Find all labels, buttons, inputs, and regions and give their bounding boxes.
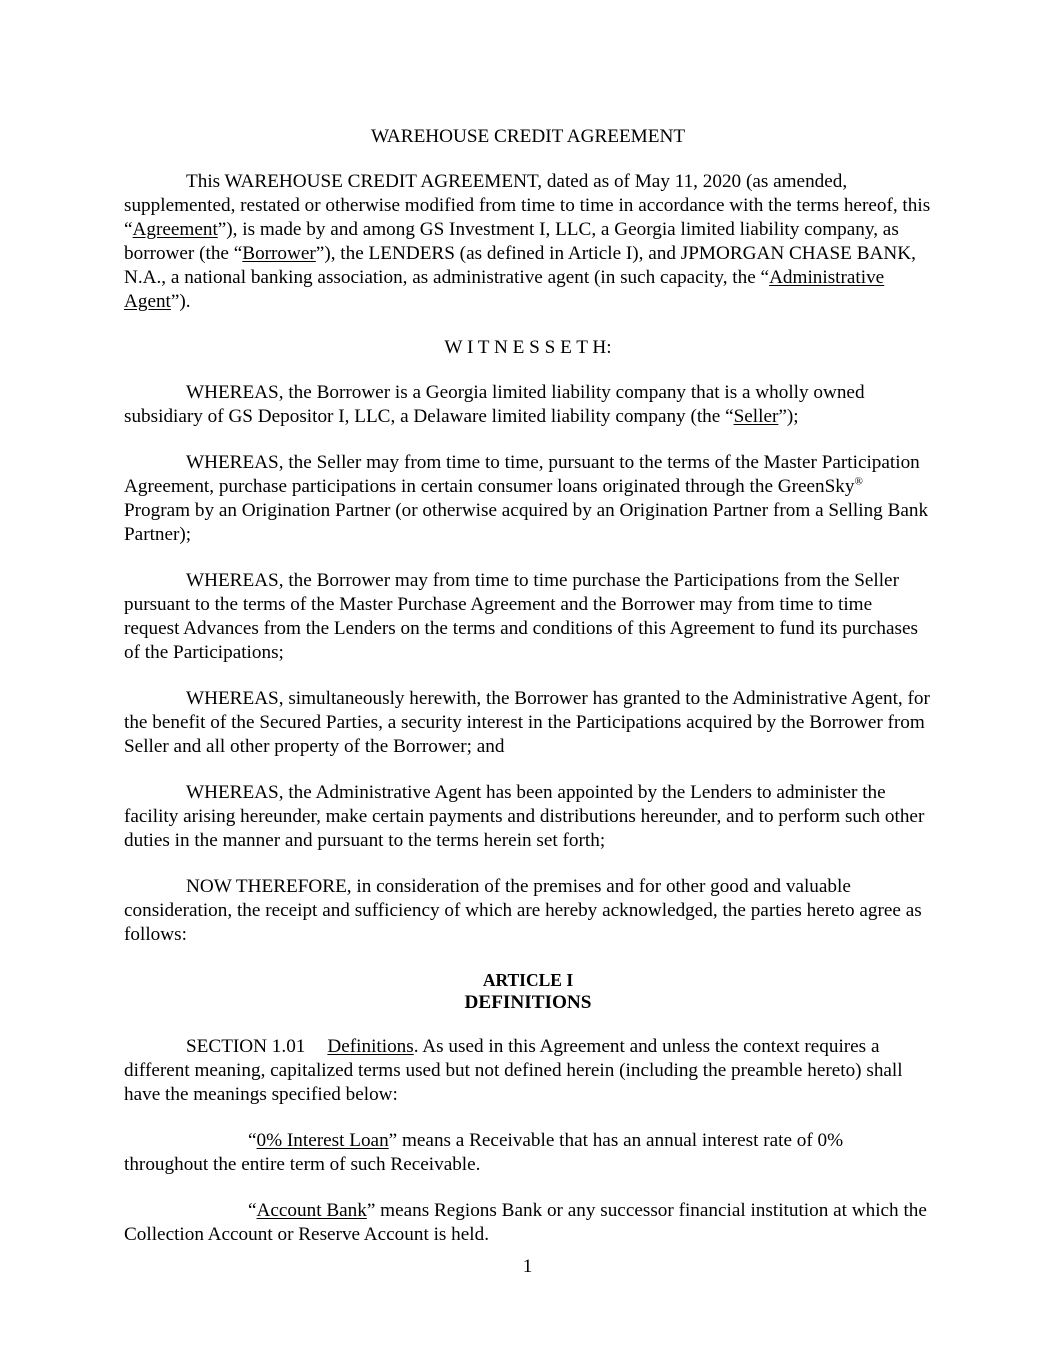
- section-text: . As used in this Agreement and unless the context requires a different meaning, capitalized terms used but not defined herein (including the preamble hereto) shall have the meanings specified below:: [124, 1036, 903, 1105]
- defined-term-account-bank: Account Bank: [256, 1200, 367, 1221]
- definition-open-quote: “: [248, 1200, 257, 1221]
- article-number: ARTICLE I: [482, 970, 574, 990]
- definition-open-quote: “: [248, 1130, 257, 1151]
- preamble-text-2: ”), is made by and among GS Investment I, LLC, a Georgia limited liability company, as borrower (the “: [124, 219, 899, 264]
- witnesseth-heading: W I T N E S S E T H:: [444, 337, 612, 358]
- recital-2: [124, 451, 932, 547]
- preamble-paragraph: [124, 170, 932, 314]
- definition-text: ” means a Receivable that has an annual interest rate of 0% throughout the entire term of such Receivable.: [124, 1130, 844, 1175]
- definition-account-bank: [124, 1199, 932, 1247]
- definition-0-interest-loan: [124, 1129, 932, 1177]
- defined-term-borrower: Borrower: [242, 243, 316, 264]
- now-therefore-paragraph: NOW THEREFORE, in consideration of the premises and for other good and valuable consideration, the receipt and sufficiency of which are hereby acknowledged, the parties hereto agree as follows:: [124, 876, 922, 945]
- registered-mark: ®: [854, 475, 863, 488]
- section-heading: Definitions: [327, 1036, 414, 1057]
- preamble-text-4: ”).: [170, 291, 191, 312]
- article-heading: [124, 969, 932, 1015]
- preamble-text-1: This WAREHOUSE CREDIT AGREEMENT, dated as of May 11, 2020 (as amended, supplemented, restated or otherwise modified from time to time in accordance with the terms hereof, this “: [124, 171, 931, 240]
- article-title: DEFINITIONS: [464, 992, 592, 1013]
- recital-1-text-1: WHEREAS, the Borrower is a Georgia limited liability company that is a wholly owned subsidiary of GS Depositor I, LLC, a Delaware limited liability company (the “: [124, 382, 865, 427]
- preamble-text-3: ”), the LENDERS (as defined in Article I), and JPMORGAN CHASE BANK, N.A., a national banking association, as administrative agent (in such capacity, the “: [124, 243, 916, 288]
- defined-term-0-interest-loan: 0% Interest Loan: [256, 1130, 389, 1151]
- recital-2-text-1: WHEREAS, the Seller may from time to time, pursuant to the terms of the Master Participation Agreement, purchase participations in certain consumer loans originated through the GreenSky: [124, 452, 920, 497]
- section-number: SECTION 1.01: [186, 1036, 306, 1057]
- recital-4: WHEREAS, simultaneously herewith, the Borrower has granted to the Administrative Agent, for the benefit of the Secured Parties, a security interest in the Participations acquired by the Borrower from Seller and all other property of the Borrower; and: [124, 688, 930, 757]
- defined-term-administrative-agent: Administrative Agent: [124, 267, 885, 312]
- document-title: WAREHOUSE CREDIT AGREEMENT: [370, 126, 686, 147]
- page-number: 1: [522, 1256, 533, 1277]
- recital-1: [124, 381, 932, 429]
- recital-5: WHEREAS, the Administrative Agent has been appointed by the Lenders to administer the facility arising hereunder, make certain payments and distributions hereunder, and to perform such other duties in the manner and pursuant to the terms herein set forth;: [124, 782, 925, 851]
- section-1-01-paragraph: [124, 1035, 932, 1107]
- recital-3: WHEREAS, the Borrower may from time to time purchase the Participations from the Seller pursuant to the terms of the Master Purchase Agreement and the Borrower may from time to time request Advances from the Lenders on the terms and conditions of this Agreement to fund its purchases of the Participations;: [124, 570, 918, 663]
- defined-term-seller: Seller: [733, 406, 779, 427]
- defined-term-agreement: Agreement: [132, 219, 218, 240]
- definition-text: ” means Regions Bank or any successor financial institution at which the Collection Account or Reserve Account is held.: [124, 1200, 927, 1245]
- recital-1-text-2: ”);: [778, 406, 799, 427]
- recital-2-text-2: Program by an Origination Partner (or otherwise acquired by an Origination Partner from a Selling Bank Partner);: [124, 500, 929, 545]
- document-page: [124, 125, 932, 1269]
